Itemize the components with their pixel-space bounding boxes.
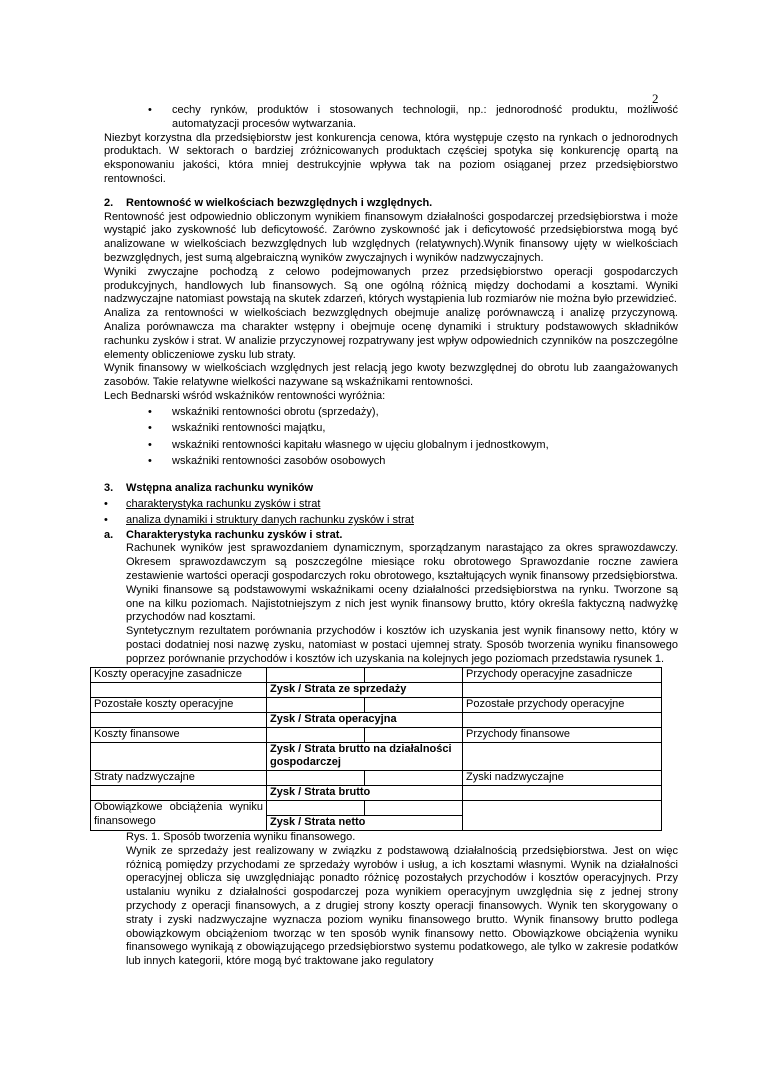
scheme-empty-cell <box>365 771 463 786</box>
bullet-icon: • <box>104 497 108 510</box>
scheme-revenue-cell: Zyski nadzwyczajne <box>463 771 662 786</box>
bullet-icon: • <box>148 455 152 468</box>
scheme-revenue-cell: Przychody finansowe <box>463 727 662 742</box>
table-row <box>91 682 662 697</box>
figure-caption: Rys. 1. Sposób tworzenia wyniku finansowego. <box>126 831 356 844</box>
scheme-revenue-cell: Przychody operacyjne zasadnicze <box>463 667 662 682</box>
table-row <box>91 727 662 742</box>
bullet-icon: • <box>148 422 152 435</box>
scheme-cost-cell: Koszty operacyjne zasadnicze <box>91 667 267 682</box>
scheme-empty-cell <box>267 667 365 682</box>
financial-result-scheme <box>90 667 662 832</box>
scheme-cost-cell: Straty nadzwyczajne <box>91 771 267 786</box>
subsection-a-heading: a. Charakterystyka rachunku zysków i strat. <box>104 528 343 541</box>
scheme-empty-cell <box>365 727 463 742</box>
list-item: • wskaźniki rentowności obrotu (sprzedaży), <box>104 404 678 421</box>
scheme-empty-cell <box>463 786 662 801</box>
scheme-empty-cell <box>463 712 662 727</box>
scheme-cost-cell: Obowiązkowe obciążenia wyniku finansowego <box>91 801 267 831</box>
section-2-heading: 2. Rentowność w wielkościach bezwzględnych i względnych. <box>104 196 433 209</box>
scheme-empty-cell <box>463 682 662 697</box>
table-row <box>91 801 662 816</box>
bullet-icon: • <box>148 438 152 451</box>
document-page <box>94 92 678 969</box>
scheme-empty-cell <box>463 742 662 771</box>
profitability-indicators-list <box>104 404 678 470</box>
table-row <box>91 771 662 786</box>
table-row <box>91 712 662 727</box>
section-2-paragraph: Wyniki zwyczajne pochodzą z celowo podejmowanych przez przedsiębiorstwo operacji gospodarczych produkcyjnych, handlowych lub finansowych. Są one ogólną różnicą między dochodami a kosztami. Wyniki nadzwyczajne natomiast powstają na skutek zdarzeń, których wystąpienia lub rozmiarów nie można było przewidzieć. <box>104 265 678 306</box>
section-3-paragraph: Syntetycznym rezultatem porównania przychodów i kosztów ich uzyskania jest wynik finansowy netto, który w postaci dodatniej nosi nazwę zysku, natomiast w postaci ujemnej straty. Sposób tworzenia wyniku finansowego poprzez porównanie przychodów i kosztów ich uzyskania na kolejnych jego poziomach przedstawia rysunek 1. <box>126 625 678 665</box>
page-number: 2 <box>652 91 659 106</box>
table-row <box>91 667 662 682</box>
bullet-icon: • <box>148 405 152 418</box>
section-2-paragraph: Wynik finansowy w wielkościach względnych jest relacją jego kwoty bezwzględnej do obrotu lub zaangażowanych zasobów. Takie relatywne wielkości nazywane są wskaźnikami rentowności. <box>104 362 678 389</box>
scheme-empty-cell <box>91 682 267 697</box>
bullet-icon: • <box>104 514 108 527</box>
table-row <box>91 786 662 801</box>
section-3-heading: 3. Wstępna analiza rachunku wyników <box>104 481 314 494</box>
link-characteristics[interactable]: charakterystyka rachunku zysków i strat <box>126 497 321 510</box>
scheme-empty-cell <box>267 801 365 816</box>
scheme-result-cell: Zysk / Strata brutto <box>267 786 463 801</box>
scheme-empty-cell <box>91 786 267 801</box>
scheme-empty-cell <box>91 712 267 727</box>
scheme-cost-cell: Pozostałe koszty operacyjne <box>91 697 267 712</box>
list-item: • cechy rynków, produktów i stosowanych technologii, np.: jednorodność produktu, możliwość automatyzacji procesów wytwarzania. <box>148 104 678 130</box>
bullet-icon: • <box>148 104 152 116</box>
table-row <box>91 742 662 771</box>
section-3-paragraph: Rachunek wyników jest sprawozdaniem dynamicznym, sporządzanym narastająco za okres sprawozdawczy. Okresem sprawozdawczym są poszczególne miesiące roku obrotowego Sprawozdanie roczne zawiera zestawienie wartości operacji gospodarczych roku obrotowego, kształtujących wynik finansowy przedsiębiorstwa. Wyniki finansowe są podstawowymi wskaźnikami oceny działalności przedsiębiorstwa na rynku. Tworzone są one na kilku poziomach. Najistotniejszym z nich jest wynik finansowy brutto, który określa faktyczną nadwyżkę przychodów nad kosztami. <box>126 542 678 624</box>
intro-paragraph: Niezbyt korzystna dla przedsiębiorstw jest konkurencja cenowa, która występuje często na rynkach o jednorodnych produktach. W sektorach o bardziej zróżnicowanych produktach częściej spotyka się konkurencję opartą na eksponowaniu jakości, która mniej destrukcyjnie wpływa tak na poziom osiąganej przez przedsiębiorstwo rentowności. <box>104 131 678 185</box>
intro-bullet-list <box>104 104 678 132</box>
closing-paragraph: Wynik ze sprzedaży jest realizowany w związku z podstawową działalnością przedsiębiorstwa. Jest on więc różnicą pomiędzy przychodami ze sprzedaży wyrobów i usług, a ich kosztami własnymi. Wynik na działalności operacyjnej oblicza się uwzględniając ponadto różnicę pozostałych przychodów i kosztów operacyjnych. Przy ustalaniu wyniku z działalności gospodarczej poza wynikiem operacyjnym uwzględnia się z jednej strony przychody z operacji finansowych, a z drugiej strony koszty operacji finansowych. Wynik ten skorygowany o straty i zyski nadzwyczajne wyznacza poziom wyniku finansowego brutto. Wynik finansowy brutto podlega obowiązkowym obciążeniom tworząc w ten sposób wynik finansowy netto. Obowiązkowe obciążenia wyniku finansowego wynikają z obowiązującego przedsiębiorstwo systemu podatkowego, ale tylko w zakresie podatków lub innych kategorii, które mogą być traktowane jako regulatory <box>126 844 678 968</box>
scheme-result-cell: Zysk / Strata ze sprzedaży <box>267 682 463 697</box>
section-2-paragraph: Analiza za rentowności w wielkościach bezwzględnych obejmuje analizę porównawczą i analizę przyczynową. Analiza porównawcza ma charakter wstępny i obejmuje ocenę dynamiki i struktury podstawowych składników rachunku zysków i strat. W analizie przyczynowej rozpatrywany jest wpływ odpowiednich czynników na poszczególne elementy obliczeniowe zysku lub straty. <box>104 307 678 361</box>
scheme-empty-cell <box>463 801 662 831</box>
table-row <box>91 697 662 712</box>
scheme-empty-cell <box>91 742 267 771</box>
section-2-paragraph: Rentowność jest odpowiednio obliczonym wynikiem finansowym działalności gospodarczej przedsiębiorstwa i może wystąpić jako zyskowność lub deficytowość. Zarówno zyskowność jak i deficytowość przedsiębiorstwa mogą być analizowane w wielkościach bezwzględnych lub względnych (relatywnych).Wynik finansowy ujęty w wielkościach bezwzględnych, jest sumą algebraiczną wyników zwyczajnych i wyników nadzwyczajnych. <box>104 210 678 264</box>
link-dynamics-structure[interactable]: analiza dynamiki i struktury danych rachunku zysków i strat <box>126 514 414 527</box>
scheme-empty-cell <box>267 697 365 712</box>
scheme-cost-cell: Koszty finansowe <box>91 727 267 742</box>
scheme-revenue-cell: Pozostałe przychody operacyjne <box>463 697 662 712</box>
list-item <box>104 496 678 513</box>
section-2-paragraph: Lech Bednarski wśród wskaźników rentowności wyróżnia: <box>104 389 386 402</box>
list-item: • wskaźniki rentowności zasobów osobowych <box>104 453 678 470</box>
list-item: • wskaźniki rentowności kapitału własnego w ujęciu globalnym i jednostkowym, <box>104 437 678 454</box>
scheme-result-cell: Zysk / Strata netto <box>267 816 463 831</box>
scheme-empty-cell <box>365 667 463 682</box>
scheme-empty-cell <box>365 697 463 712</box>
scheme-empty-cell <box>267 771 365 786</box>
scheme-result-cell: Zysk / Strata brutto na działalności gospodarczej <box>267 742 463 771</box>
list-item <box>104 512 678 529</box>
scheme-empty-cell <box>365 801 463 816</box>
list-item: • wskaźniki rentowności majątku, <box>104 420 678 437</box>
section-3-links <box>104 496 678 529</box>
scheme-result-cell: Zysk / Strata operacyjna <box>267 712 463 727</box>
scheme-empty-cell <box>267 727 365 742</box>
